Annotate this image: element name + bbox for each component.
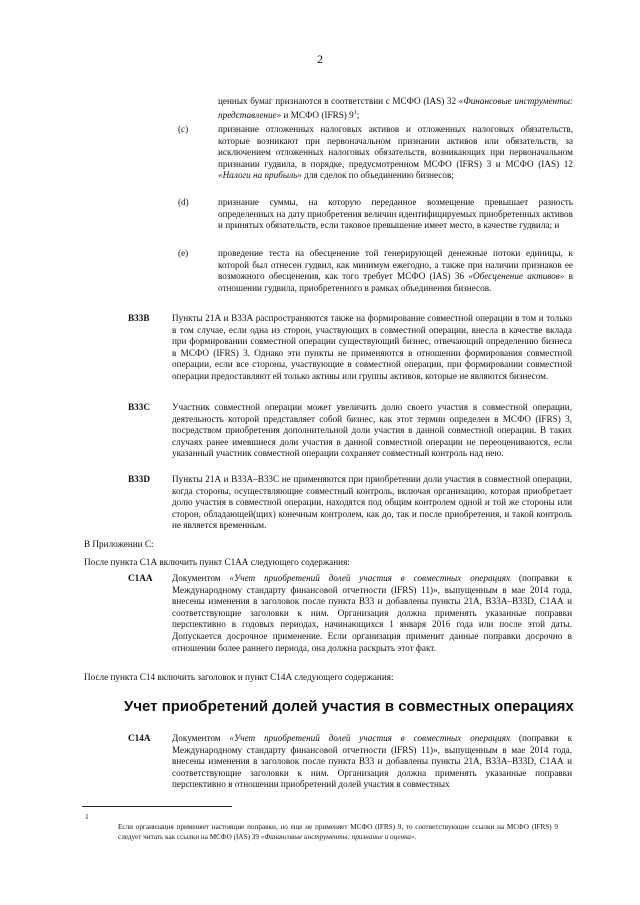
item-c-text-a: признание отложенных налоговых активов и отложенных налоговых обязательств, которые возникают при первоначальном признании активов или обязательств, за исключением отложенных налоговых обязательств, возникающих при первоначальном признании гудвила, в порядке, предусмотренном МСФО (IFRS) 3 и МСФО (IAS) 12 <box>218 124 573 169</box>
c1aa-italic: «Учет приобретений долей участия в совместных операциях <box>229 573 511 583</box>
continuation-line2: и МСФО (IFRS) 9 <box>283 109 354 120</box>
c14a-text-a: Документом <box>172 733 221 743</box>
continuation-italic: «Финансовые инструменты: представление» <box>218 96 573 120</box>
item-d-label: (d) <box>178 197 189 207</box>
after-c1a-instruction: После пункта С1А включить пункт С1АА следующего содержания: <box>84 557 350 567</box>
para-b33d-label: B33D <box>128 474 150 484</box>
footnote-divider <box>82 806 232 807</box>
para-c1aa-label: C1AA <box>128 573 153 583</box>
page-number: 2 <box>317 52 323 66</box>
para-b33b-label: B33B <box>128 313 150 323</box>
footnote-text-a: Если организация применяет настоящие поправки, но еще не применяет МСФО (IFRS) 9, то соответствующие ссылки на МСФО (IFRS) 9 следует читать как ссылки на МСФО (IAS) 39 <box>118 823 558 841</box>
para-b33c-label: B33C <box>128 402 150 412</box>
footnote-text-b: . <box>414 833 417 841</box>
item-e-text-b: в отношении гудвила, приобретенного в рамках объединения бизнесов. <box>218 271 573 293</box>
footnote-ref: 1 <box>353 109 357 116</box>
continuation-line1: ценных бумаг признаются в соответствии с МСФО (IAS) 32 <box>218 96 457 106</box>
item-c-text-b: для сделок по объединению бизнесов; <box>304 170 454 181</box>
footnote-text <box>118 822 558 842</box>
item-e-text <box>218 248 573 294</box>
appendix-intro: В Приложении С: <box>84 539 154 549</box>
c14a-text-b: (поправки к Международному стандарту финансовой отчетности (IFRS) 11)», выпущенным в мае 2014 года, внесены изменения в заголовок после пункта В33 и добавлены пункты 21А, В33А–В33D, С1АА и соответствующие заголовки к ним. Организация должна применять указанные поправки перспективно в отношении приобретений долей участия в совместных <box>172 733 573 790</box>
item-c-text <box>218 124 573 182</box>
para-b33b-text: Пункты 21А и В33А распространяются также на формирование совместной операции в том и только в том случае, если одна из сторон, участвующих в совместной операции, внесла в качестве вклада при формировании совместной операции существующий бизнес, отвечающий определению бизнеса в МСФО (IFRS) 3. Однако эти пункты не применяются в отношении формирования совместной операции, если все стороны, участвующие в совместной операции, при формировании совместной операции предоставляют ей только активы или группы активов, которые не являются бизнесом. <box>172 313 572 381</box>
item-d-text <box>218 197 573 232</box>
item-e-label: (e) <box>178 248 189 258</box>
item-e-text-a: проведение теста на обесценение той генерирующей денежные потоки единицы, к которой был отнесен гудвил, как минимум ежегодно, а также при наличии признаков ее возможного обесценения, как того требует МСФО (IAS) 36 <box>218 248 573 282</box>
item-c-italic: «Налоги на прибыль» <box>218 170 302 181</box>
section-heading: Учет приобретений долей участия в совместных операциях <box>124 698 574 715</box>
para-b33d-text: Пункты 21А и В33А–В33С не применяются при приобретении доли участия в совместной операции, когда стороны, осуществляющие совместный контроль, включая организацию, которая приобретает долю участия в совместной операции, находятся под общим контролем одной и той же стороны или сторон, обладающей(щих) конечным контролем, как до, так и после приобретения, и такой контроль не является временным. <box>172 474 572 531</box>
para-c1aa-text <box>172 573 572 654</box>
para-c14a-label: C14A <box>128 733 151 743</box>
footnote-italic: «Финансовые инструменты: признание и оценка» <box>260 833 415 841</box>
c1aa-text-a: Документом <box>172 573 221 583</box>
footnote-number: 1 <box>85 812 89 821</box>
item-c-label: (c) <box>178 124 189 134</box>
para-c14a-text <box>172 733 572 791</box>
continuation-end: ; <box>356 109 360 120</box>
item-e-italic: «Обесценение активов» <box>468 271 565 282</box>
item-d-text-a: признание суммы, на которую переданное возмещение превышает разность определенных на дату приобретения величин идентифицируемых приобретенных активов и принятых обязательств, если таковое превышение имеет место, в качестве гудвила; и <box>218 197 573 231</box>
c14a-italic: «Учет приобретений долей участия в совместных операциях <box>229 733 511 743</box>
continuation-text <box>218 96 573 121</box>
para-b33c-text: Участник совместной операции может увеличить долю своего участия в совместной операции, деятельность которой представляет собой бизнес, как этот термин определен в МСФО (IFRS) 3, посредством приобретения дополнительной доли участия в данной совместной операции. В таких случаях ранее имевшиеся доли участия в данной совместной операции не переоцениваются, если указанный участник совместной операции сохраняет совместный контроль над нею. <box>172 402 572 459</box>
after-c14-instruction: После пункта С14 включить заголовок и пункт С14А следующего содержания: <box>84 672 394 682</box>
c1aa-text-b: (поправки к Международному стандарту финансовой отчетности (IFRS) 11)», выпущенным в мае 2014 года, внесены изменения в заголовок после пункта В33 и добавлены пункты 21А, В33А–В33D, С1АА и соответствующие заголовки к ним. Организация должна применять указанные поправки перспективно в годовых периодах, начинающихся 1 января 2016 года или после этой даты. Допускается досрочное применение. Если организация применит данные поправки досрочно в отношении более раннего периода, она должна раскрыть этот факт. <box>172 573 573 653</box>
